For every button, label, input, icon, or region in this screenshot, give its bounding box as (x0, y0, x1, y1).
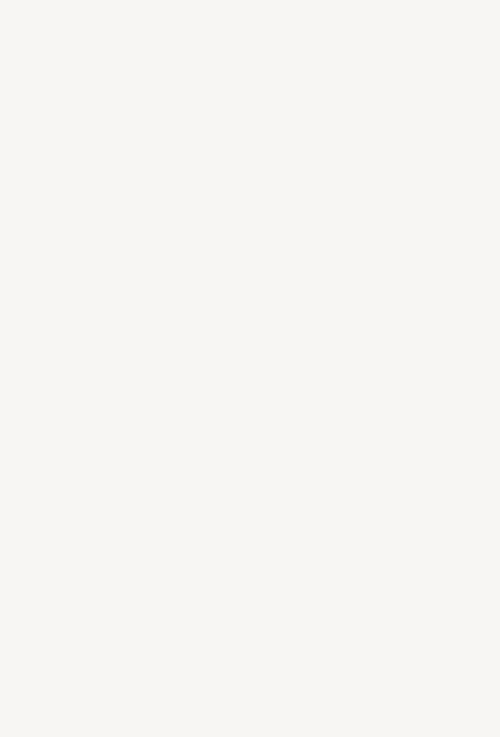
corner-stamp (422, 709, 494, 731)
